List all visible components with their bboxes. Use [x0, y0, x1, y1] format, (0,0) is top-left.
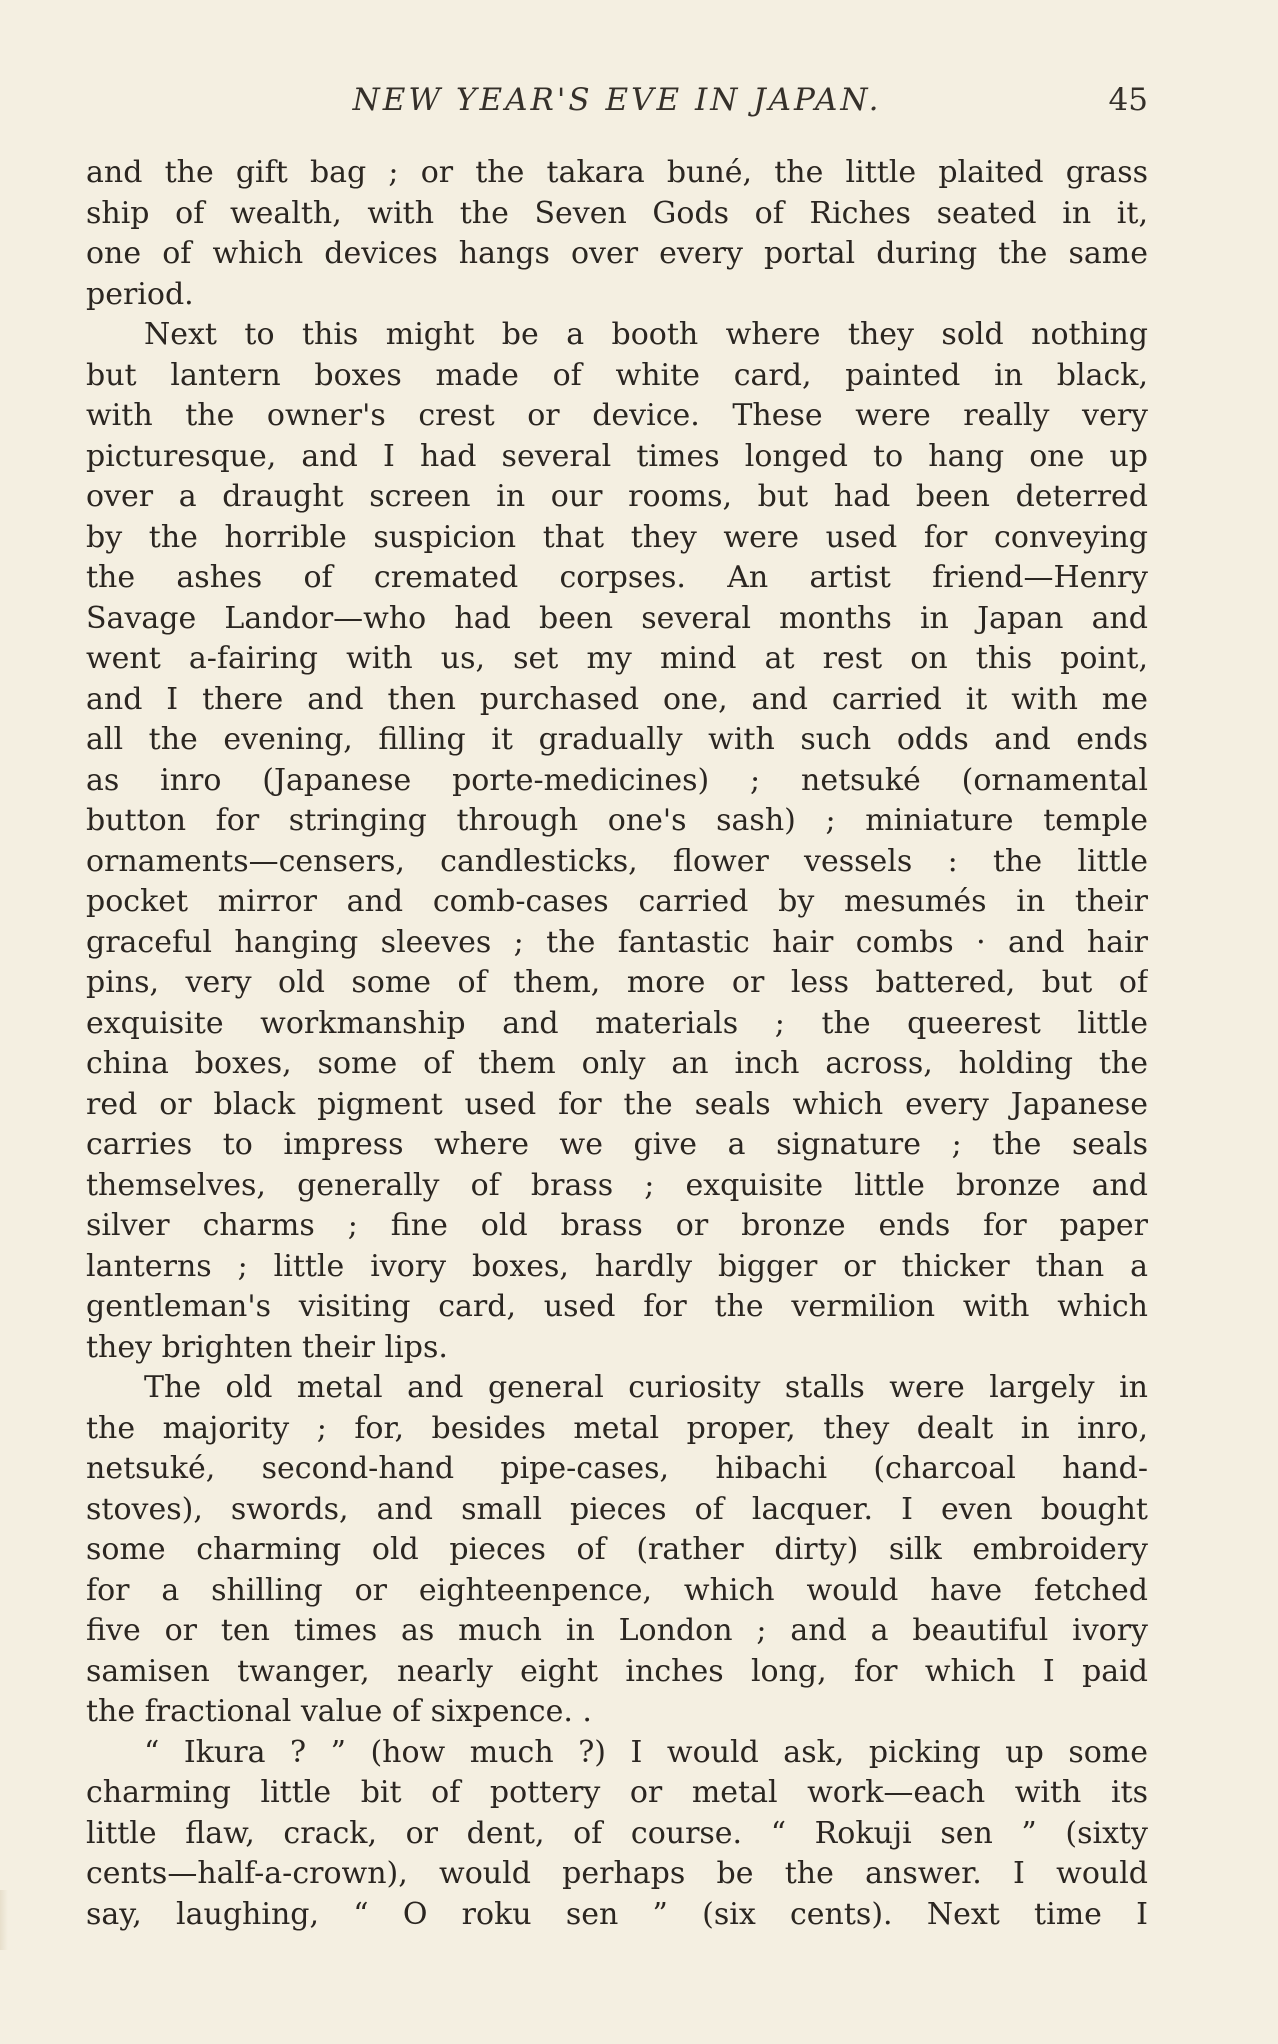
text-line: graceful hanging sleeves ; the fantastic hair combs · and hair	[86, 924, 1148, 960]
running-title: NEW YEAR'S EVE IN JAPAN.	[352, 82, 882, 118]
text-line: lanterns ; little ivory boxes, hardly bigger or thicker than a	[86, 1248, 1148, 1284]
text-line: little flaw, crack, or dent, of course. “ Rokuji sen ” (sixty	[86, 1815, 1148, 1851]
text-line: but lantern boxes made of white card, painted in black,	[86, 357, 1148, 393]
text-line: gentleman's visiting card, used for the vermilion with which	[86, 1289, 1148, 1324]
text-line: ship of wealth, with the Seven Gods of Riches seated in it,	[86, 195, 1148, 231]
text-line: samisen twanger, nearly eight inches long, for which I paid	[86, 1653, 1148, 1689]
paragraph-start-line: Next to this might be a booth where they sold nothing	[144, 317, 1148, 352]
text-line: one of which devices hangs over every portal during the same	[86, 236, 1148, 271]
text-line: five or ten times as much in London ; and a beautiful ivory	[86, 1613, 1148, 1648]
page-edge-smudge	[0, 1890, 8, 1950]
text-line: charming little bit of pottery or metal work—each with its	[86, 1775, 1148, 1810]
text-line: with the owner's crest or device. These were really very	[86, 398, 1148, 433]
text-line: the majority ; for, besides metal proper, they dealt in inro,	[86, 1410, 1148, 1446]
running-head	[86, 78, 1148, 122]
text-line: picturesque, and I had several times longed to hang one up	[86, 438, 1148, 474]
text-line: went a-fairing with us, set my mind at rest on this point,	[86, 641, 1148, 676]
text-line: carries to impress where we give a signature ; the seals	[86, 1127, 1148, 1162]
text-line: red or black pigment used for the seals which every Japanese	[86, 1086, 1148, 1122]
text-line: pocket mirror and comb-cases carried by mesumés in their	[86, 884, 1148, 919]
text-line: they brighten their lips.	[86, 1329, 448, 1365]
text-line: the fractional value of sixpence. .	[86, 1694, 592, 1729]
text-line: for a shilling or eighteenpence, which would have fetched	[86, 1572, 1148, 1608]
text-line: by the horrible suspicion that they were used for conveying	[86, 519, 1148, 555]
text-line: some charming old pieces of (rather dirty) silk embroidery	[86, 1532, 1148, 1567]
text-line: pins, very old some of them, more or less battered, but of	[86, 965, 1148, 1000]
text-line: as inro (Japanese porte-medicines) ; netsuké (ornamental	[86, 762, 1148, 798]
text-line: button for stringing through one's sash) ; miniature temple	[86, 803, 1148, 838]
text-line: over a draught screen in our rooms, but had been deterred	[86, 479, 1148, 514]
text-line: stoves), swords, and small pieces of lacquer. I even bought	[86, 1491, 1148, 1527]
text-line: say, laughing, “ O roku sen ” (six cents). Next time I	[86, 1896, 1148, 1932]
body-text	[86, 153, 1148, 1935]
text-line: netsuké, second-hand pipe-cases, hibachi (charcoal hand-	[86, 1451, 1148, 1486]
text-line: exquisite workmanship and materials ; the queerest little	[86, 1005, 1148, 1041]
page-number: 45	[1108, 82, 1148, 118]
text-line: silver charms ; fine old brass or bronze ends for paper	[86, 1208, 1148, 1243]
text-line: Savage Landor—who had been several months in Japan and	[86, 600, 1148, 636]
text-line: all the evening, filling it gradually with such odds and ends	[86, 722, 1148, 757]
text-line: the ashes of cremated corpses. An artist friend—Henry	[86, 560, 1148, 595]
text-line: and I there and then purchased one, and carried it with me	[86, 681, 1148, 717]
paragraph-start-line: “ Ikura ? ” (how much ?) I would ask, picking up some	[144, 1734, 1148, 1770]
text-line: and the gift bag ; or the takara buné, the little plaited grass	[86, 155, 1148, 190]
paragraph-start-line: The old metal and general curiosity stalls were largely in	[144, 1370, 1148, 1405]
text-line: china boxes, some of them only an inch across, holding the	[86, 1046, 1148, 1081]
text-line: cents—half-a-crown), would perhaps be the answer. I would	[86, 1856, 1148, 1891]
text-line: period.	[86, 276, 194, 312]
text-line: themselves, generally of brass ; exquisite little bronze and	[86, 1167, 1148, 1203]
text-line: ornaments—censers, candlesticks, flower vessels : the little	[86, 843, 1148, 879]
